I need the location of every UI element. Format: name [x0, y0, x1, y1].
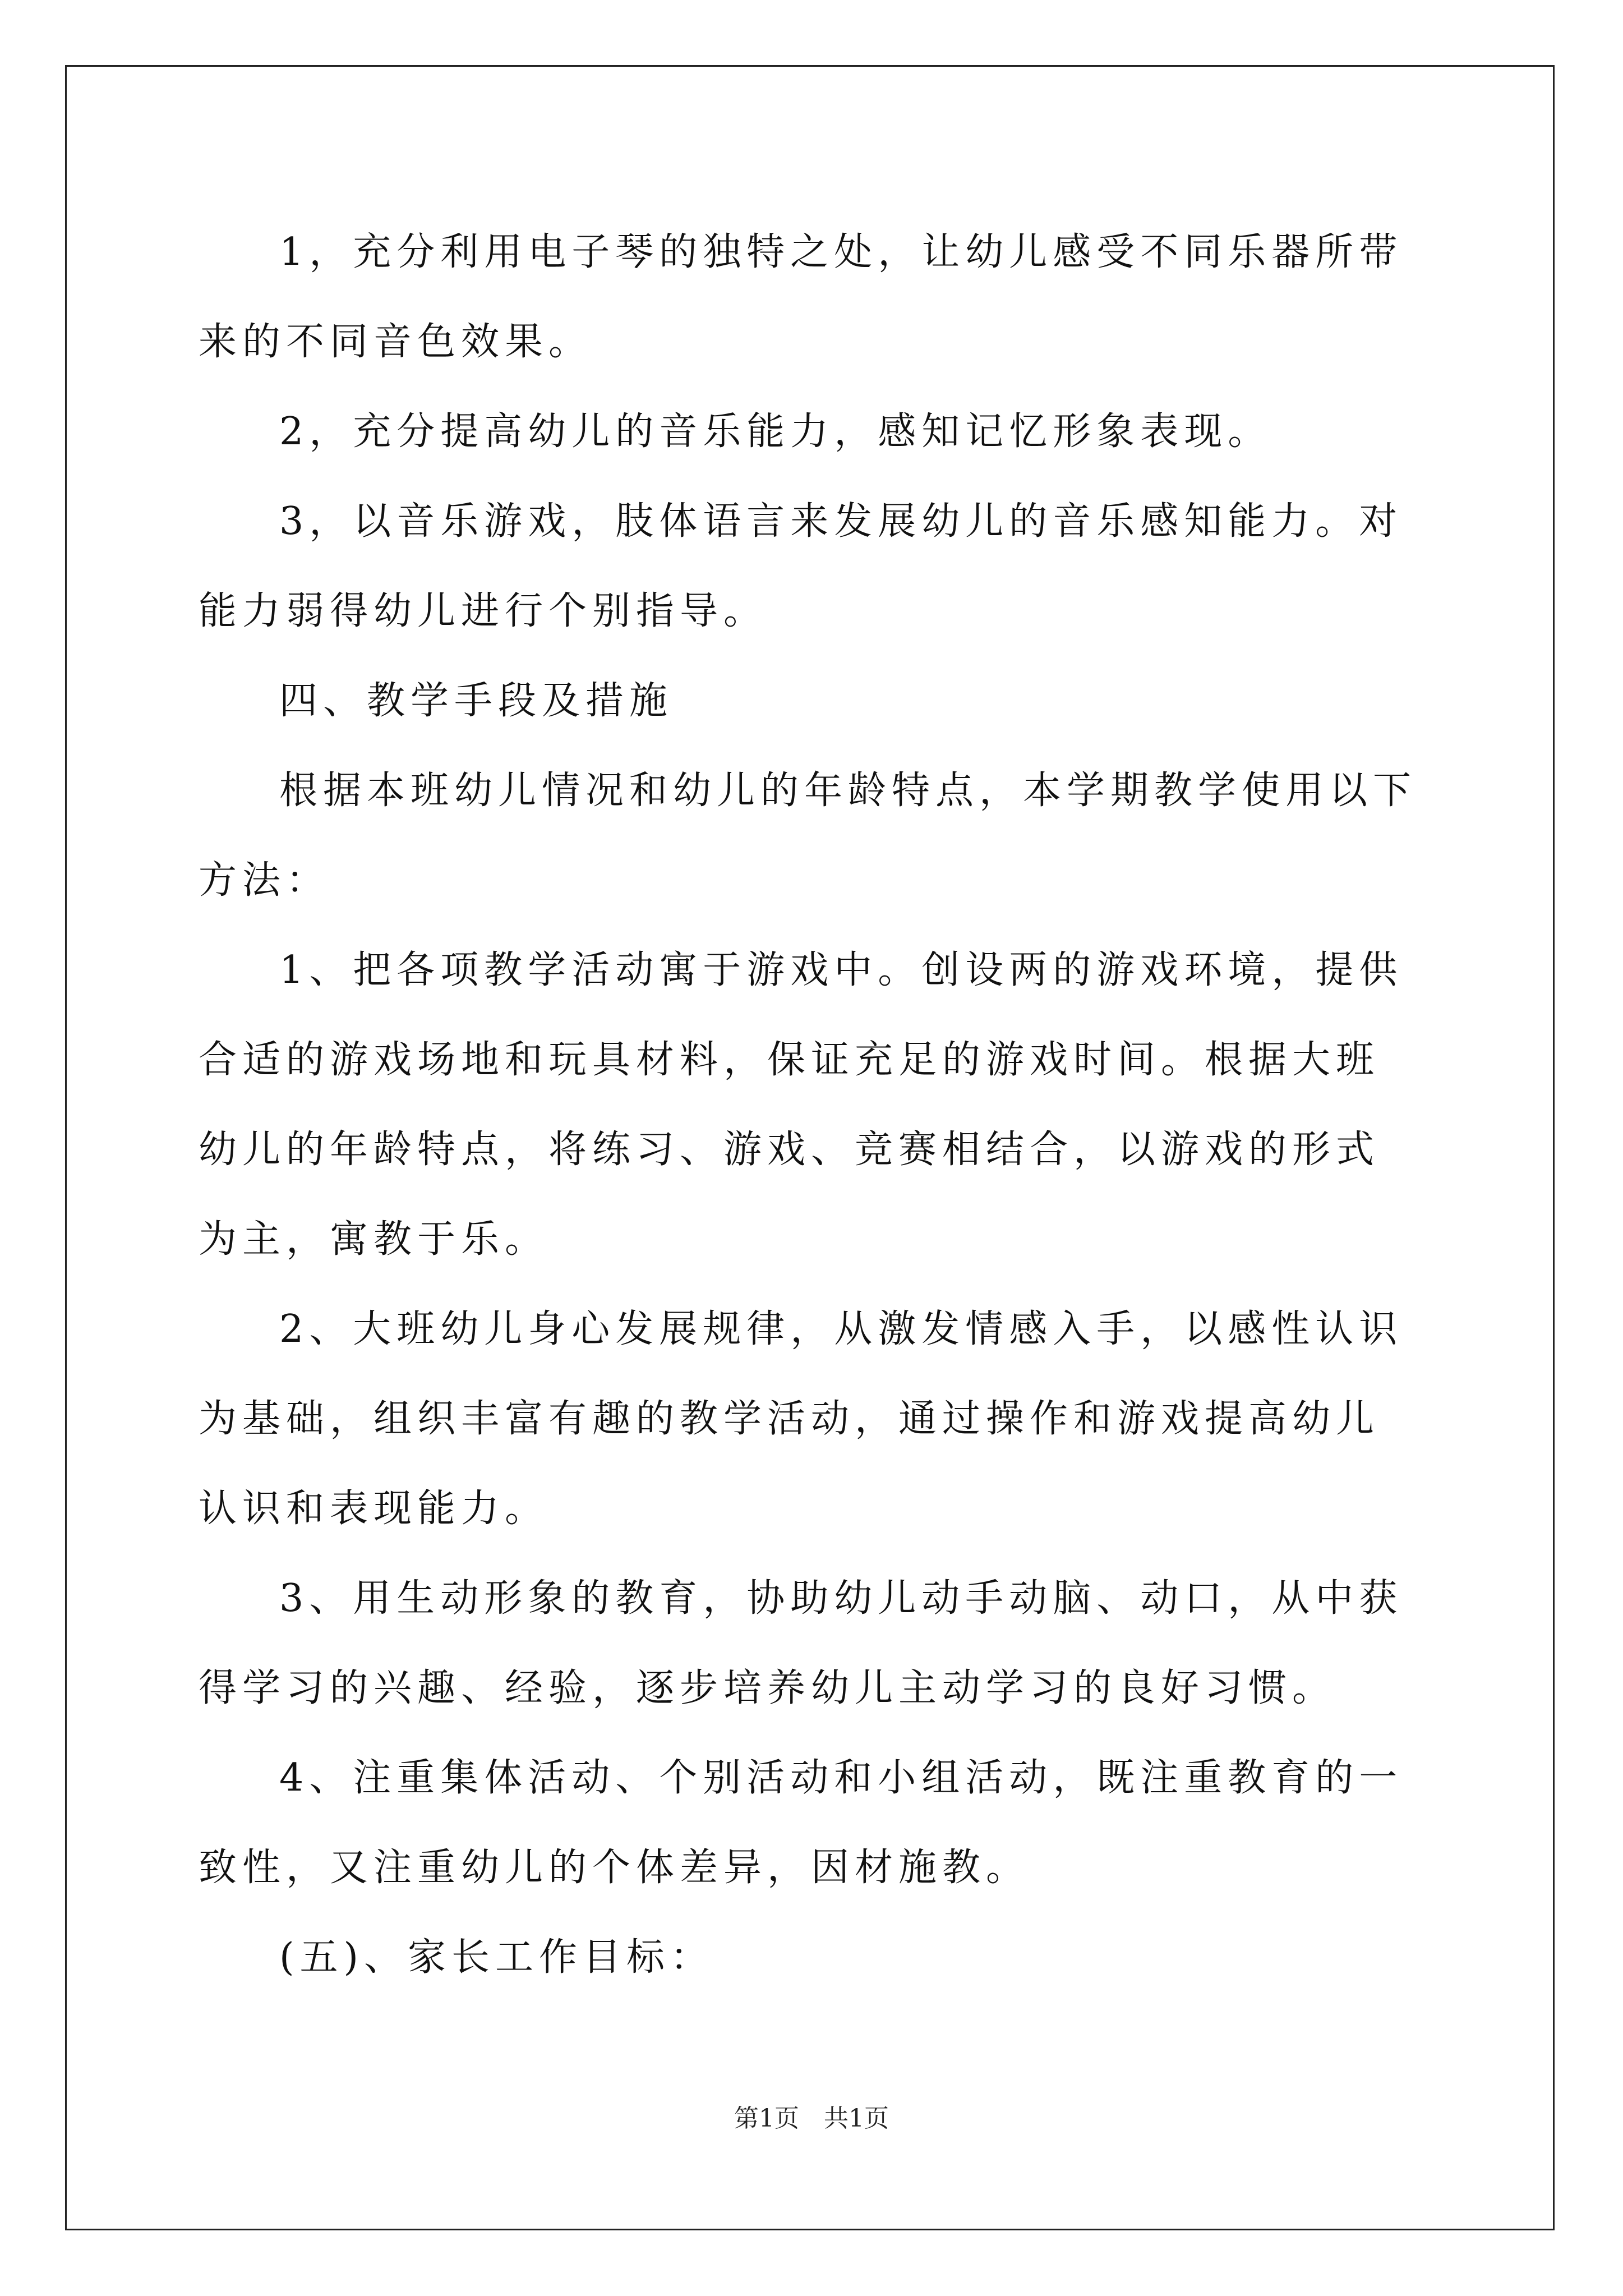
method-2: 2、大班幼儿身心发展规律，从激发情感入手，以感性认识为基础，组织丰富有趣的教学活动，通过操作和游戏提高幼儿认识和表现能力。 — [199, 1307, 1403, 1531]
page-footer: 第1页 共1页 — [734, 2104, 889, 2133]
paragraph-1: 1，充分利用电子琴的独特之处，让幼儿感受不同乐器所带来的不同音色效果。 — [199, 230, 1403, 364]
section-heading-four: 四、教学手段及措施 — [279, 679, 674, 723]
paragraph-3: 3，以音乐游戏，肢体语言来发展幼儿的音乐感知能力。对能力弱得幼儿进行个别指导。 — [199, 499, 1403, 633]
section-heading-five: (五)、家长工作目标： — [279, 1935, 714, 1980]
paragraph-2: 2，充分提高幼儿的音乐能力，感知记忆形象表现。 — [279, 409, 1272, 454]
method-1: 1、把各项教学活动寓于游戏中。创设两的游戏环境，提供合适的游戏场地和玩具材料，保证充足的游戏时间。根据大班幼儿的年龄特点，将练习、游戏、竞赛相结合，以游戏的形式为主，寓教于乐。 — [199, 948, 1403, 1262]
paragraph-methods-intro: 根据本班幼儿情况和幼儿的年龄特点，本学期教学使用以下方法： — [199, 769, 1417, 903]
method-3: 3、用生动形象的教育，协助幼儿动手动脑、动口，从中获得学习的兴趣、经验，逐步培养幼儿主动学习的良好习惯。 — [199, 1576, 1403, 1710]
document-body — [199, 208, 1421, 2003]
method-4: 4、注重集体活动、个别活动和小组活动，既注重教育的一致性，又注重幼儿的个体差异，因材施教。 — [199, 1756, 1403, 1890]
